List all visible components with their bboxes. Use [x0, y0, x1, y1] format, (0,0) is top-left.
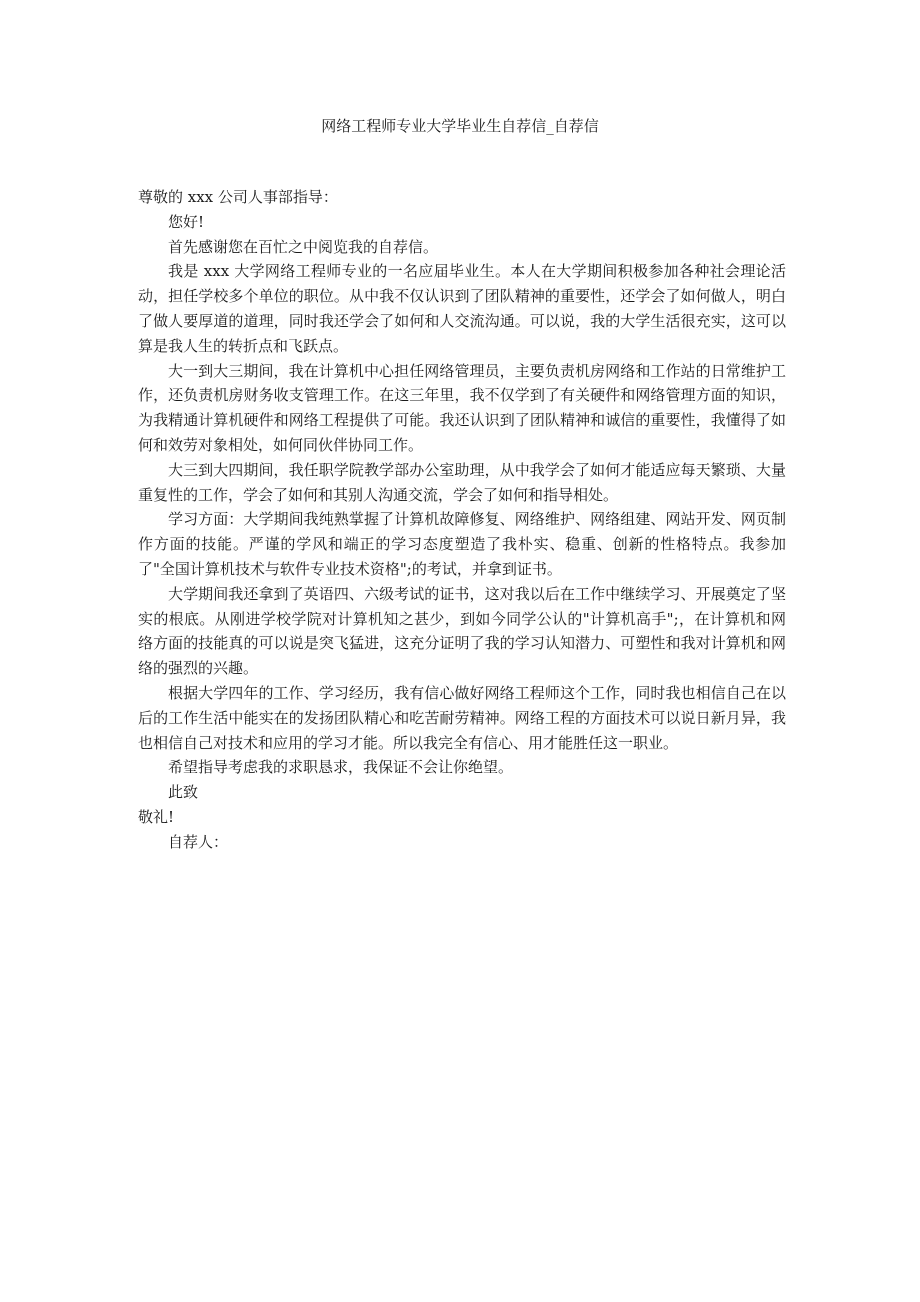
- paragraph-study-skills: 学习方面：大学期间我纯熟掌握了计算机故障修复、网络维护、网络组建、网站开发、网页制作方面的技能。严谨的学风和端正的学习态度塑造了我朴实、稳重、创新的性格特点。我参加了"全国计算机技术与软件专业技术资格";的考试，并拿到证书。: [138, 510, 786, 578]
- paragraph-introduction: 我是 xxx 大学网络工程师专业的一名应届毕业生。本人在大学期间积极参加各种社会理论活动，担任学校多个单位的职位。从中我不仅认识到了团队精神的重要性，还学会了如何做人，明白了做人要厚道的道理，同时我还学会了如何和人交流沟通。可以说，我的大学生活很充实，这可以算是我人生的转折点和飞跃点。: [138, 262, 786, 355]
- closing-regards: 此致: [168, 783, 199, 802]
- paragraph-confidence: 根据大学四年的工作、学习经历，我有信心做好网络工程师这个工作，同时我也相信自己在以后的工作生活中能实在的发扬团队精心和吃苦耐劳精神。网络工程的方面技术可以说日新月异，我也相信自己对技术和应用的学习才能。所以我完全有信心、用才能胜任这一职业。: [138, 683, 786, 752]
- paragraph-network-admin: 大一到大三期间，我在计算机中心担任网络管理员，主要负责机房网络和工作站的日常维护工作，还负责机房财务收支管理工作。在这三年里，我不仅学到了有关硬件和网络管理方面的知识，为我精通计算机硬件和网络工程提供了可能。我还认识到了团队精神和诚信的重要性，我懂得了如何和效劳对象相处，如何同伙伴协同工作。: [138, 361, 786, 454]
- signature-line: 自荐人：: [168, 832, 229, 851]
- document-title: 网络工程师专业大学毕业生自荐信_自荐信: [321, 117, 599, 135]
- paragraph-request: 希望指导考虑我的求职恳求，我保证不会让你绝望。: [168, 758, 514, 777]
- paragraph-thanks: 首先感谢您在百忙之中阅览我的自荐信。: [168, 237, 439, 256]
- paragraph-office-assistant: 大三到大四期间，我任职学院教学部办公室助理，从中我学会了如何才能适应每天繁琐、大量重复性的工作，学会了如何和其别人沟通交流，学会了如何和指导相处。: [138, 460, 786, 504]
- paragraph-english-certificates: 大学期间我还拿到了英语四、六级考试的证书，这对我以后在工作中继续学习、开展奠定了坚实的根底。从刚进学校学院对计算机知之甚少，到如今同学公认的"计算机高手";，在计算机和网络方面的技能真的可以说是突飞猛进，这充分证明了我的学习认知潜力、可塑性和我对计算机和网络的强烈的兴趣。: [138, 584, 786, 678]
- closing-salute: 敬礼!: [138, 807, 175, 826]
- greeting: 您好!: [168, 212, 205, 231]
- salutation: 尊敬的 xxx 公司人事部指导：: [138, 188, 338, 206]
- letter-body: [138, 185, 786, 855]
